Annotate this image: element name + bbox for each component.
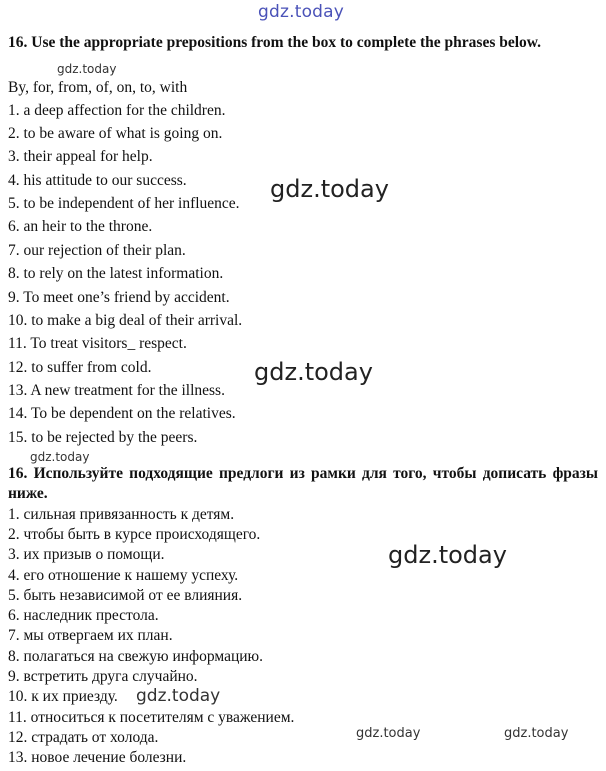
list-item: 5. быть независимой от ее влияния. [8, 587, 243, 604]
watermark: gdz.today [270, 175, 389, 203]
list-item: 7. мы отвергаем их план. [8, 627, 173, 644]
list-item: 11. относиться к посетителям с уважением. [8, 709, 295, 726]
watermark: gdz.today [356, 726, 421, 741]
list-item: 13. новое лечение болезни. [8, 749, 187, 766]
watermark: gdz.today [254, 358, 373, 386]
exercise-heading-en: 16. Use the appropriate prepositions from the box to complete the phrases below. [8, 34, 542, 51]
list-item: 6. an heir to the throne. [8, 218, 153, 235]
list-item: 12. to suffer from cold. [8, 359, 152, 376]
list-item: 4. his attitude to our success. [8, 172, 187, 189]
watermark-top: gdz.today [258, 2, 345, 22]
list-item: 15. to be rejected by the peers. [8, 429, 198, 446]
list-item: 8. to rely on the latest information. [8, 265, 224, 282]
list-item: 8. полагаться на свежую информацию. [8, 648, 263, 665]
exercise-heading-ru: 16. Используйте подходящие предлоги из рамки для того, чтобы дописать фразы ниже. [8, 465, 598, 502]
list-item: 5. to be independent of her influence. [8, 195, 240, 212]
list-item: 2. to be aware of what is going on. [8, 125, 223, 142]
list-item: 7. our rejection of their plan. [8, 242, 186, 259]
list-item: 10. to make a big deal of their arrival. [8, 312, 243, 329]
list-item: 9. To meet one’s friend by accident. [8, 289, 230, 306]
list-item: 6. наследник престола. [8, 607, 159, 624]
list-item: 1. сильная привязанность к детям. [8, 506, 235, 523]
watermark: gdz.today [30, 450, 90, 464]
watermark-inline: gdz.today [57, 62, 117, 76]
list-item: 14. To be dependent on the relatives. [8, 405, 236, 422]
list-item: 3. their appeal for help. [8, 148, 153, 165]
list-item: 3. их призыв о помощи. [8, 546, 165, 563]
list-item: 9. встретить друга случайно. [8, 668, 198, 685]
list-item: 11. To treat visitors_ respect. [8, 335, 187, 352]
list-item: 13. A new treatment for the illness. [8, 382, 225, 399]
watermark: gdz.today [504, 726, 569, 741]
list-item: 1. a deep affection for the children. [8, 102, 226, 119]
list-item: 4. его отношение к нашему успеху. [8, 567, 239, 584]
list-item: 2. чтобы быть в курсе происходящего. [8, 526, 261, 543]
list-item: 12. страдать от холода. [8, 729, 159, 746]
preposition-box: By, for, from, of, on, to, with [8, 79, 188, 96]
watermark: gdz.today [136, 686, 221, 706]
watermark: gdz.today [388, 541, 507, 569]
list-item: 10. к их приезду. [8, 688, 118, 705]
